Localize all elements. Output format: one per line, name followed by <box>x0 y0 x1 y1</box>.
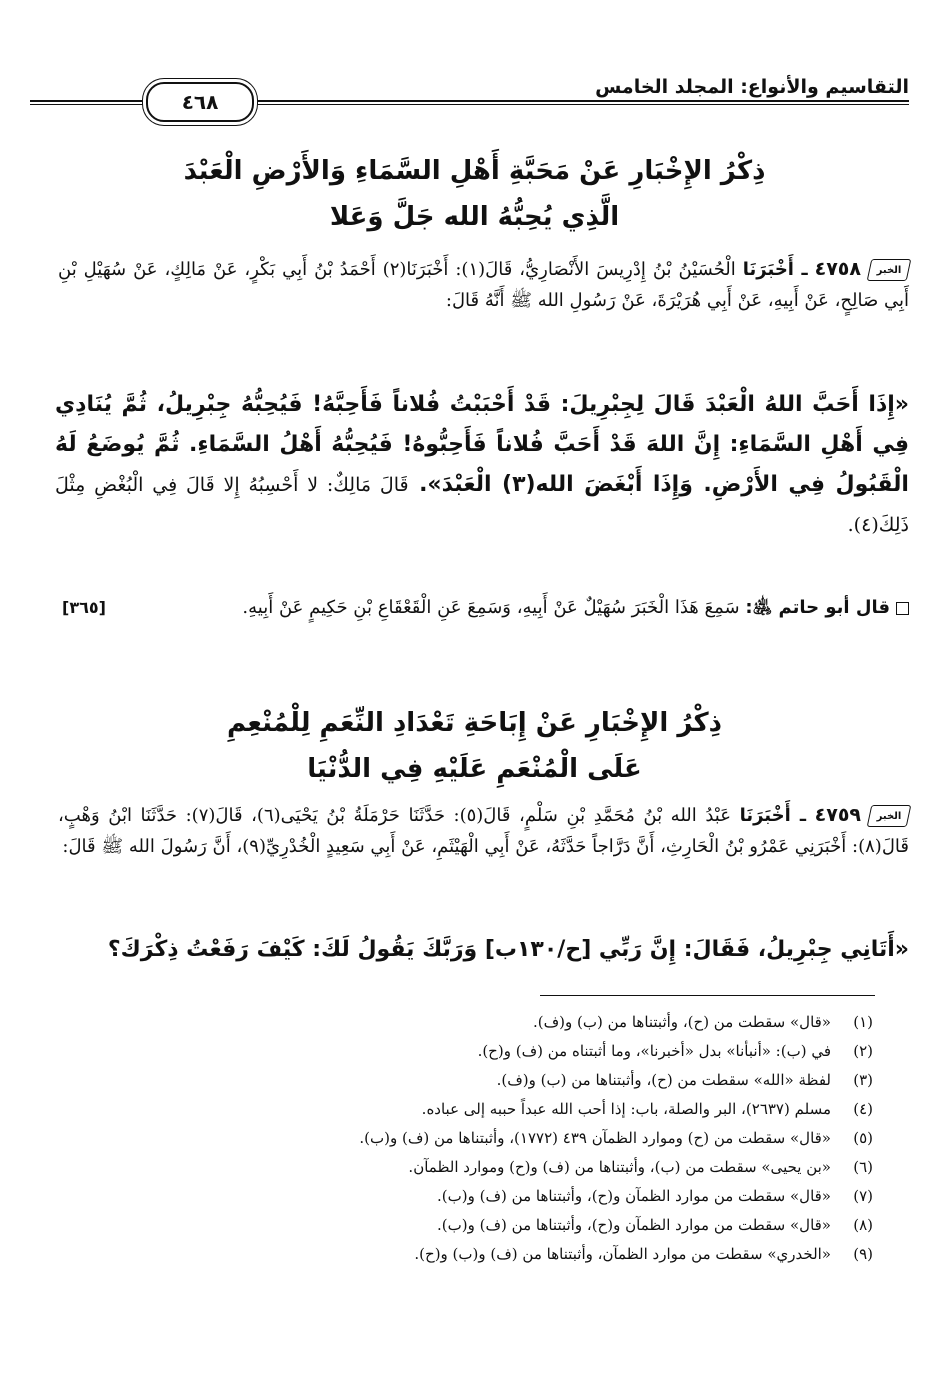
footnote: (٨) «قال» سقطت من موارد الظمآن و(ح)، وأثبتناها من (ف) و(ب). <box>437 1216 873 1234</box>
running-header <box>30 72 909 118</box>
hadith-number: ٤٧٥٨ <box>814 258 861 280</box>
hadith-isnad <box>58 800 909 862</box>
akhbarana-label: ـ أَخْبَرَنَا <box>742 259 808 280</box>
chapter-heading-line: الَّذِي يُحِبُّهُ الله جَلَّ وَعَلا <box>329 202 620 232</box>
hadith-number: ٤٧٥٩ <box>814 804 862 826</box>
hadith-matn <box>55 930 909 970</box>
page-number: ٤٦٨ <box>146 82 254 122</box>
footnote: (٧) «قال» سقطت من موارد الظمآن و(ح)، وأثبتناها من (ف) و(ب). <box>437 1187 873 1205</box>
footnote: (٦) «بن يحيى» سقطت من (ب)، وأثبتناها من (ف) و(ح) وموارد الظمآن. <box>408 1158 873 1176</box>
hadith-badge-icon: الخبر <box>869 259 909 281</box>
footnote: (٤) مسلم (٢٦٣٧)، البر والصلة، باب: إذا أحب الله عبداً حببه إلى عباده. <box>421 1100 873 1118</box>
chapter-heading-line: عَلَى الْمُنْعَمِ عَلَيْهِ فِي الدُّنْيَا <box>307 754 642 784</box>
chapter-heading <box>60 700 889 792</box>
hadith-isnad <box>58 254 909 316</box>
footnote: (١) «قال» سقطت من (ح)، وأثبتناها من (ب) و(ف). <box>532 1013 873 1031</box>
hadith-matn <box>55 385 909 545</box>
footnote: (٩) «الخدري» سقطت من موارد الظمآن، وأثبتناها من (ف) و(ب) و(ح). <box>414 1245 873 1263</box>
chapter-heading-line: ذِكْرُ الإِخْبَارِ عَنْ مَحَبَّةِ أَهْلِ السَّمَاءِ وَالأَرْضِ الْعَبْدَ <box>183 156 766 186</box>
reference-number: [٣٦٥] <box>62 598 106 617</box>
isnad-text: عَبْدُ الله بْنُ مُحَمَّدِ بْنِ سَلْمٍ، قَالَ(٥): حَدَّثَنَا حَرْمَلَةُ بْنُ يَحْيَى(٦)، قَالَ(٧): حَدَّثَنَا ابْنُ وَهْبٍ، قَالَ(٨): أَخْبَرَنِي عَمْرُو بْنُ الْحَارِثِ، أَنَّ دَرَّاجاً حَدَّثَهُ، عَنْ أَبِي الْهَيْثَمِ، عَنْ أَبِي سَعِيدٍ الْخُدْرِيِّ(٩)، أَنَّ رَسُولَ الله ﷺ قَالَ: <box>58 805 909 857</box>
chapter-heading-line: ذِكْرُ الإِخْبَارِ عَنْ إِبَاحَةِ تَعْدَادِ النِّعَمِ لِلْمُنْعِمِ <box>227 708 722 738</box>
footnote: (٣) لفظة «الله» سقطت من (ح)، وأثبتناها من (ب) و(ف). <box>496 1071 873 1089</box>
akhbarana-label: ـ أَخْبَرَنَا <box>739 805 807 826</box>
footnote: (٢) في (ب): «أنبأنا» بدل «أخبرنا»، وما أثبتناه من (ف) و(ح). <box>477 1042 873 1060</box>
running-title: التقاسيم والأنواع: المجلد الخامس <box>595 76 909 98</box>
note-text: سَمِعَ هَذَا الْخَبَرَ سُهَيْلٌ عَنْ أَبِيهِ، وَسَمِعَ عَنِ الْقَعْقَاعِ بْنِ حَكِيمٍ عَنْ أَبِيهِ. <box>242 597 740 618</box>
author-note <box>62 592 909 623</box>
footnote-rule <box>540 995 875 996</box>
footnotes <box>50 1008 873 1269</box>
square-marker-icon <box>896 602 909 615</box>
matn-text: «أَتَانِي جِبْرِيلُ، فَقَالَ: إِنَّ رَبِّي [ح/١٣٠ب] وَرَبَّكَ يَقُولُ لَكَ: كَيْفَ رَفَعْتُ ذِكْرَكَ؟ <box>107 937 909 962</box>
matn-after-text: قَالَ مَالِكٌ: لا أَحْسِبُهُ إِلا قَالَ فِي الْبُغْضِ مِثْلَ ذَلِكَ(٤). <box>55 474 909 536</box>
hadith-badge-icon: الخبر <box>869 805 909 827</box>
note-lead: قال أبو حاتم ﵁: <box>745 597 890 618</box>
chapter-heading <box>60 148 889 240</box>
footnote: (٥) «قال» سقطت من (ح) وموارد الظمآن ٤٣٩ (١٧٧٢)، وأثبتناها من (ف) و(ب). <box>359 1129 873 1147</box>
matn-text: «إِذَا أَحَبَّ اللهُ الْعَبْدَ قَالَ لِجِبْرِيلَ: قَدْ أَحْبَبْتُ فُلاناً فَأَحِبَّهُ! فَيُحِبُّهُ جِبْرِيلُ، ثُمَّ يُنَادِي فِي أَهْلِ السَّمَاءِ: إِنَّ اللهَ قَدْ أَحَبَّ فُلاناً فَأَحِبُّوهُ! فَيُحِبُّهُ أَهْلُ السَّمَاءِ. ثُمَّ يُوضَعُ لَهُ الْقَبُولُ فِي الأَرْضِ. وَإِذَا أَبْغَضَ الله(٣) الْعَبْدَ». <box>55 392 909 497</box>
isnad-text: الْحُسَيْنُ بْنُ إِدْرِيسَ الأَنْصَارِيُّ، قَالَ(١): أَخْبَرَنَا(٢) أَحْمَدُ بْنُ أَبِي بَكْرٍ، عَنْ مَالِكٍ، عَنْ سُهَيْلِ بْنِ أَبِي صَالِحٍ، عَنْ أَبِيهِ، عَنْ أَبِي هُرَيْرَةَ، عَنْ رَسُولِ الله ﷺ أَنَّهُ قَالَ: <box>58 259 909 311</box>
